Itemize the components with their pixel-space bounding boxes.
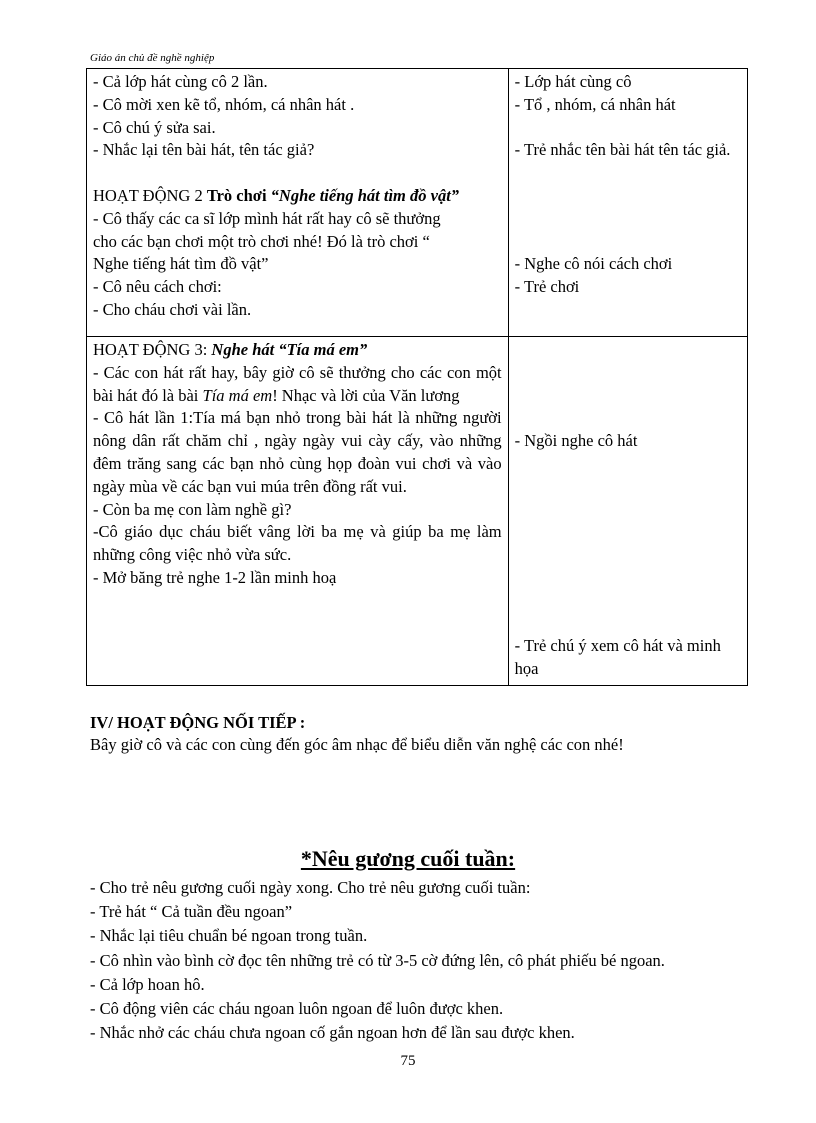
activity-2-game-title: “Nghe tiếng hát tìm đồ vật” [270,185,460,205]
child-activity-cell [508,337,747,686]
spacer [515,453,741,476]
spacer [515,208,741,231]
activity-2-heading [93,185,502,208]
spacer [515,162,741,185]
paragraph-text: ! Nhạc và lời của Văn lương [272,385,460,405]
spacer [515,544,741,567]
spacer [515,590,741,613]
praise-list [90,876,770,1045]
activity-paragraph: - Cô hát lần 1:Tía má bạn nhỏ trong bài hát là những người nông dân rất chăm chỉ , ngày ngày vui cày cấy, vào những đêm trăng sang các bạn nhỏ cùng họp đoàn vui chơi và vào ngày mùa về các bạn vui múa trên đồng rất vui. [93,408,502,496]
child-line: - Lớp hát cùng cô [514,72,632,91]
spacer [515,499,741,522]
activity-2-prefix: HOẠT ĐỘNG 2 [93,185,207,205]
page-header: Giáo án chủ đề nghề nghiệp [90,52,215,64]
spacer [515,339,741,362]
spacer [515,567,741,590]
activity-paragraph: - Mở băng trẻ nghe 1-2 lần minh hoạ [93,567,337,587]
child-line: - Tổ , nhóm, cá nhân hát [514,94,676,114]
spacer [515,385,741,408]
spacer [515,231,741,254]
activity-paragraph: - Còn ba mẹ con làm nghề gì? [93,499,292,519]
section-4 [90,712,750,756]
activity-line: - Cô thấy các ca sĩ lớp mình hát rất hay cô sẽ thưởng [93,208,441,228]
activity-paragraph: -Cô giáo dục cháu biết vâng lời ba mẹ và giúp ba mẹ làm những công việc nhỏ vừa sức. [93,522,502,565]
activity-line: cho các bạn chơi một trò chơi nhé! Đó là trò chơi “ [93,231,430,251]
activity-line: - Cho cháu chơi vài lần. [93,299,252,319]
activity-line: Nghe tiếng hát tìm đồ vật” [93,254,269,274]
section-4-text: Bây giờ cô và các con cùng đến góc âm nhạc để biểu diễn văn nghệ các con nhé! [90,735,624,754]
list-item: - Nhắc lại tiêu chuẩn bé ngoan trong tuần. [90,926,368,946]
child-line: - Trẻ chơi [514,277,580,297]
list-item: - Nhắc nhở các cháu chưa ngoan cố gắn ngoan hơn để lần sau được khen. [90,1023,575,1043]
activity-line: - Cô chú ý sửa sai. [93,117,216,137]
spacer [515,185,741,208]
spacer [515,117,741,140]
activity-line: - Cô mời xen kẽ tổ, nhóm, cá nhân hát . [93,94,355,114]
spacer [515,613,741,636]
teacher-activity-cell [87,337,509,686]
activity-3-title: Nghe hát “Tía má em” [211,340,368,359]
teacher-activity-cell [87,69,509,337]
spacer [93,162,502,185]
list-item: - Cô động viên các cháu ngoan luôn ngoan để luôn được khen. [90,999,504,1019]
activity-line: - Nhắc lại tên bài hát, tên tác giả? [93,140,315,160]
spacer [515,362,741,385]
list-item: - Cả lớp hoan hô. [90,974,205,994]
activity-line: - Cô nêu cách chơi: [93,277,222,297]
child-line: - Trẻ nhắc tên bài hát tên tác giả. [514,140,731,160]
song-title: Tía má em [202,385,273,405]
activity-2-name: Trò chơi [206,185,271,205]
child-activity-cell [508,69,747,337]
table-row [87,337,748,686]
list-item: - Cô nhìn vào bình cờ đọc tên những trẻ có từ 3-5 cờ đứng lên, cô phát phiếu bé ngoan. [90,950,665,970]
table-row [87,69,748,337]
list-item: - Cho trẻ nêu gương cuối ngày xong. Cho trẻ nêu gương cuối tuần: [90,878,531,897]
list-item: - Trẻ hát “ Cả tuần đều ngoan” [90,902,293,922]
paragraph-text: - Các con hát rất hay, bây giờ cô sẽ thưởng cho các con một bài hát đó là bài [93,362,502,405]
lesson-table [86,68,748,686]
child-line: - Trẻ chú ý xem cô hát và minh họa [514,636,721,679]
activity-3-prefix: HOẠT ĐỘNG 3: [93,340,212,359]
section-4-title: IV/ HOẠT ĐỘNG NỐI TIẾP : [90,713,306,732]
spacer [515,521,741,544]
page-number: 75 [400,1053,416,1069]
praise-title: *Nêu gương cuối tuần: [300,846,516,871]
spacer [515,407,741,430]
child-line: - Ngồi nghe cô hát [514,431,638,451]
activity-paragraph [93,362,502,408]
activity-line: - Cả lớp hát cùng cô 2 lần. [93,72,268,91]
child-line: - Nghe cô nói cách chơi [514,254,673,274]
activity-3-heading [93,339,502,362]
spacer [515,476,741,499]
